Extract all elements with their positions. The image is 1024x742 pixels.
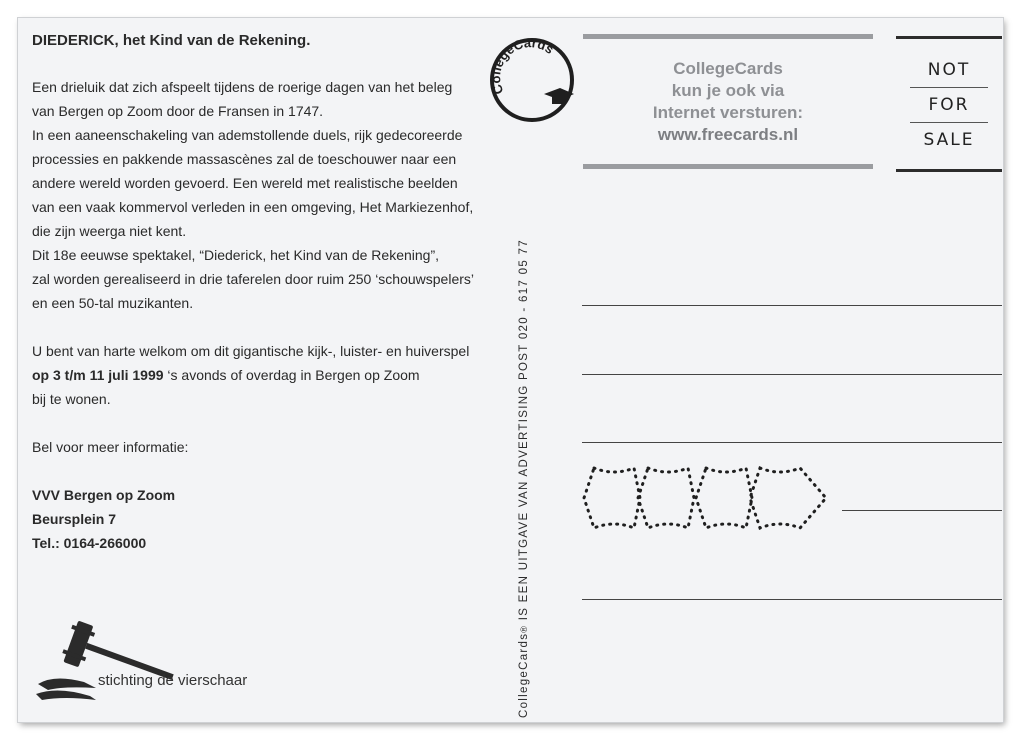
desc-line: Dit 18e eeuwse spektakel, “Diederick, het Kind van de Rekening”, [32,247,439,263]
stamp-word: NOT [927,60,971,80]
collegecards-logo-icon [486,34,578,126]
promo-url: www.freecards.nl [657,125,799,144]
desc-line: In een aaneenschakeling van ademstollende duels, rijk gedecoreerde [32,127,463,143]
org-street: Beursplein 7 [32,511,117,527]
info-label: Bel voor meer informatie: [32,439,189,455]
desc-line: van een vaak kommervol verleden in een omgeving, Het Markiezenhof, [32,199,474,215]
address-line [582,599,1002,600]
postcode-boxes [580,464,830,532]
invite-date-line [32,363,502,387]
invite-line: U bent van harte welkom om dit gigantische kijk-, luister- en huiverspel [32,343,470,359]
event-dates: 3 t/m 11 juli 1999 [53,367,164,383]
foundation-name: stichting de vierschaar [98,672,248,689]
promo-top-bar [583,34,873,39]
message-column [32,32,502,555]
logo-brand-text: CollegeCards [487,35,557,97]
card-title: DIEDERICK, het Kind van de Rekening. [32,32,311,49]
address-line [582,442,1002,443]
promo-line: kun je ook via [671,81,785,100]
promo-block [583,58,873,146]
invite-op: op [32,367,50,383]
desc-line: die zijn weerga niet kent. [32,223,187,239]
description [32,75,502,555]
postcode-digit-box [584,468,640,528]
address-line [582,305,1002,306]
address-line [582,374,1002,375]
promo-line: CollegeCards [673,59,783,78]
org-name: VVV Bergen op Zoom [32,487,176,503]
stamp-word: SALE [923,130,975,150]
address-line [842,510,1002,511]
publisher-line: IS EEN UITGAVE VAN ADVERTISING POST 020 - 617 05 77 [518,239,530,625]
registered-mark: ® [519,624,529,633]
desc-line: en een 50-tal muzikanten. [32,295,194,311]
org-phone: Tel.: 0164-266000 [32,535,147,551]
publisher-vertical-text [518,118,530,718]
desc-line: processies en pakkende massascènes zal de toeschouwer naar een [32,151,457,167]
postcode-digit-box [696,468,752,528]
gavel-logo-icon [34,616,194,711]
promo-line: Internet versturen: [652,103,804,122]
desc-line: van Bergen op Zoom door de Fransen in 1747. [32,103,324,119]
desc-line: andere wereld worden gevoerd. Een wereld met realistische beelden [32,175,458,191]
postcode-digit-box [750,468,826,528]
postcode-digit-box [638,468,694,528]
invite-line: bij te wonen. [32,391,111,407]
desc-line: zal worden gerealiseerd in drie taferelen door ruim 250 ‘schouwspelers’ [32,271,475,287]
promo-bottom-bar [583,164,873,169]
publisher-brand: CollegeCards [518,632,530,718]
stamp-word: FOR [928,95,970,115]
not-for-sale-stamp [896,36,1002,172]
postcard [18,18,1003,722]
desc-line: Een drieluik dat zich afspeelt tijdens de roerige dagen van het beleg [32,79,453,95]
invite-rest: ‘s avonds of overdag in Bergen op Zoom [163,367,420,383]
